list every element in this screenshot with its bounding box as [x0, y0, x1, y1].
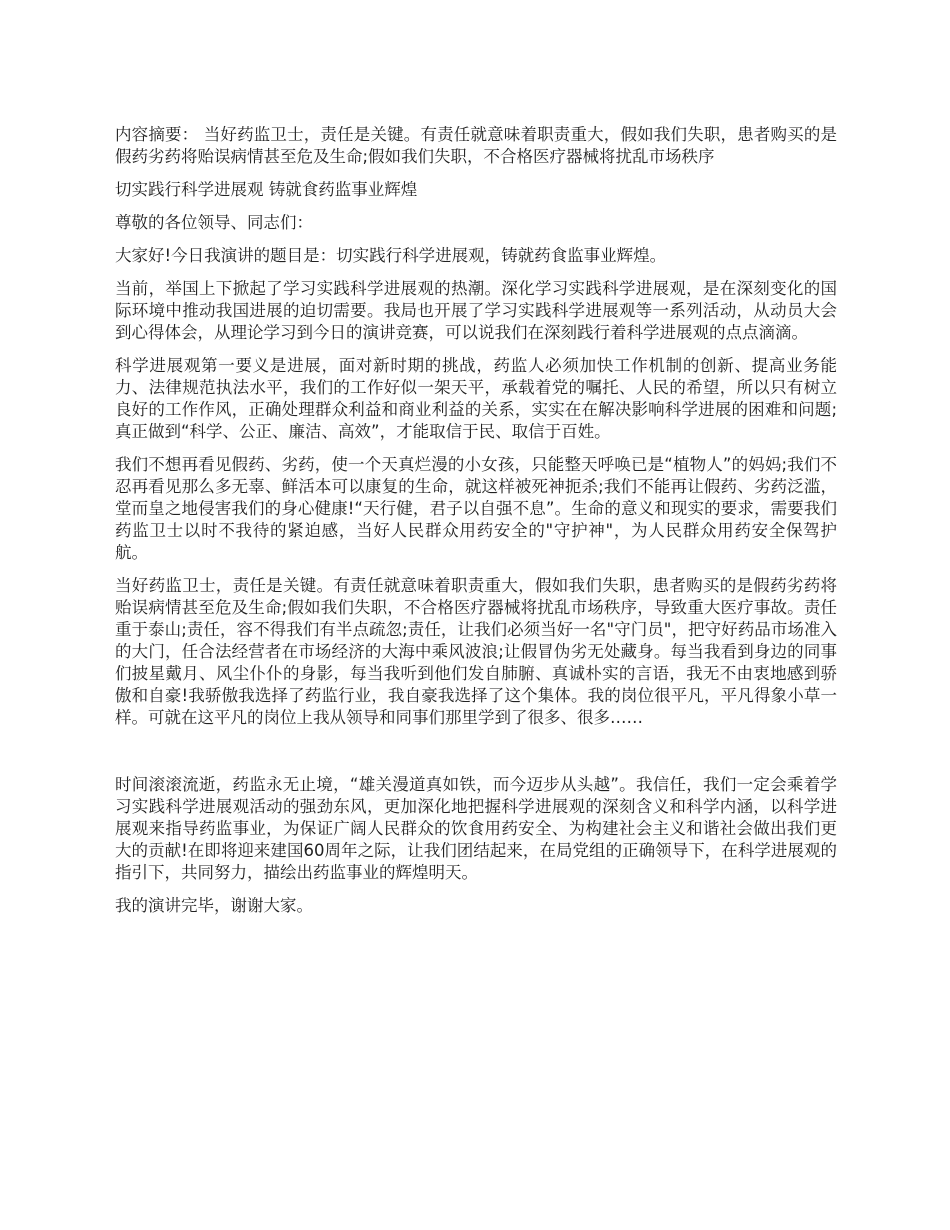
- ending-line: 我的演讲完毕，谢谢大家。: [115, 896, 313, 915]
- body-paragraph: 科学进展观第一要义是进展，面对新时期的挑战，药监人必须加快工作机制的创新、提高业务能力、法律规范执法水平，我们的工作好似一架天平，承载着党的嘱托、人民的希望，所以只有树立良好的工作作风，正确处理群众利益和商业利益的关系，实实在在解决影响科学进展的困难和问题;真正做到“科学、公正、廉洁、高效”，才能取信于民、取信于百姓。: [115, 356, 837, 441]
- body-paragraph: 当前，举国上下掀起了学习实践科学进展观的热潮。深化学习实践科学进展观，是在深刻变化的国际环境中推动我国进展的迫切需要。我局也开展了学习实践科学进展观等一系列活动，从动员大会到心得体会，从理论学习到今日的演讲竞赛，可以说我们在深刻践行着科学进展观的点点滴滴。: [115, 279, 837, 342]
- speech-title: 切实践行科学进展观 铸就食药监事业辉煌: [115, 180, 418, 199]
- salutation: 尊敬的各位领导、同志们：: [115, 213, 313, 232]
- body-paragraph: 大家好!今日我演讲的题目是：切实践行科学进展观，铸就药食监事业辉煌。: [115, 246, 667, 265]
- document-body: [115, 124, 837, 928]
- body-paragraph: 当好药监卫士，责任是关键。有责任就意味着职责重大，假如我们失职，患者购买的是假药劣药将贻误病情甚至危及生命;假如我们失职，不合格医疗器械将扰乱市场秩序，导致重大医疗事故。责任重于泰山;责任，容不得我们有半点疏忽;责任，让我们必须当好一名"守门员"，把守好药品市场准入的大门，任合法经营者在市场经济的大海中乘风波浪;让假冒伪劣无处藏身。每当我看到身边的同事们披星戴月、风尘仆仆的身影，每当我听到他们发自肺腑、真诚朴实的言语，我无不由衷地感到骄傲和自豪!我骄傲我选择了药监行业，我自豪我选择了这个集体。我的岗位很平凡，平凡得象小草一样。可就在这平凡的岗位上我从领导和同事们那里学到了很多、很多……: [115, 576, 837, 727]
- summary-paragraph: 内容摘要： 当好药监卫士，责任是关键。有责任就意味着职责重大，假如我们失职，患者购买的是假药劣药将贻误病情甚至危及生命;假如我们失职，不合格医疗器械将扰乱市场秩序: [115, 125, 837, 166]
- closing-paragraph: 时间滚滚流逝，药监永无止境，“雄关漫道真如铁，而今迈步从头越”。我信任，我们一定会乘着学习实践科学进展观活动的强劲东风，更加深化地把握科学进展观的深刻含义和科学内涵，以科学进展观来指导药监事业，为保证广阔人民群众的饮食用药安全、为构建社会主义和谐社会做出我们更大的贡献!在即将迎来建国60周年之际，让我们团结起来，在局党组的正确领导下，在科学进展观的指引下，共同努力，描绘出药监事业的辉煌明天。: [115, 775, 837, 882]
- body-paragraph: 我们不想再看见假药、劣药，使一个天真烂漫的小女孩，只能整天呼唤已是“植物人”的妈妈;我们不忍再看见那么多无辜、鲜活本可以康复的生命，就这样被死神扼杀;我们不能再让假药、劣药泛滥，堂而皇之地侵害我们的身心健康!“天行健，君子以自强不息”。生命的意义和现实的要求，需要我们药监卫士以时不我待的紧迫感，当好人民群众用药安全的"守护神"，为人民群众用药安全保驾护航。: [115, 455, 837, 562]
- paragraph-gap: [115, 740, 837, 774]
